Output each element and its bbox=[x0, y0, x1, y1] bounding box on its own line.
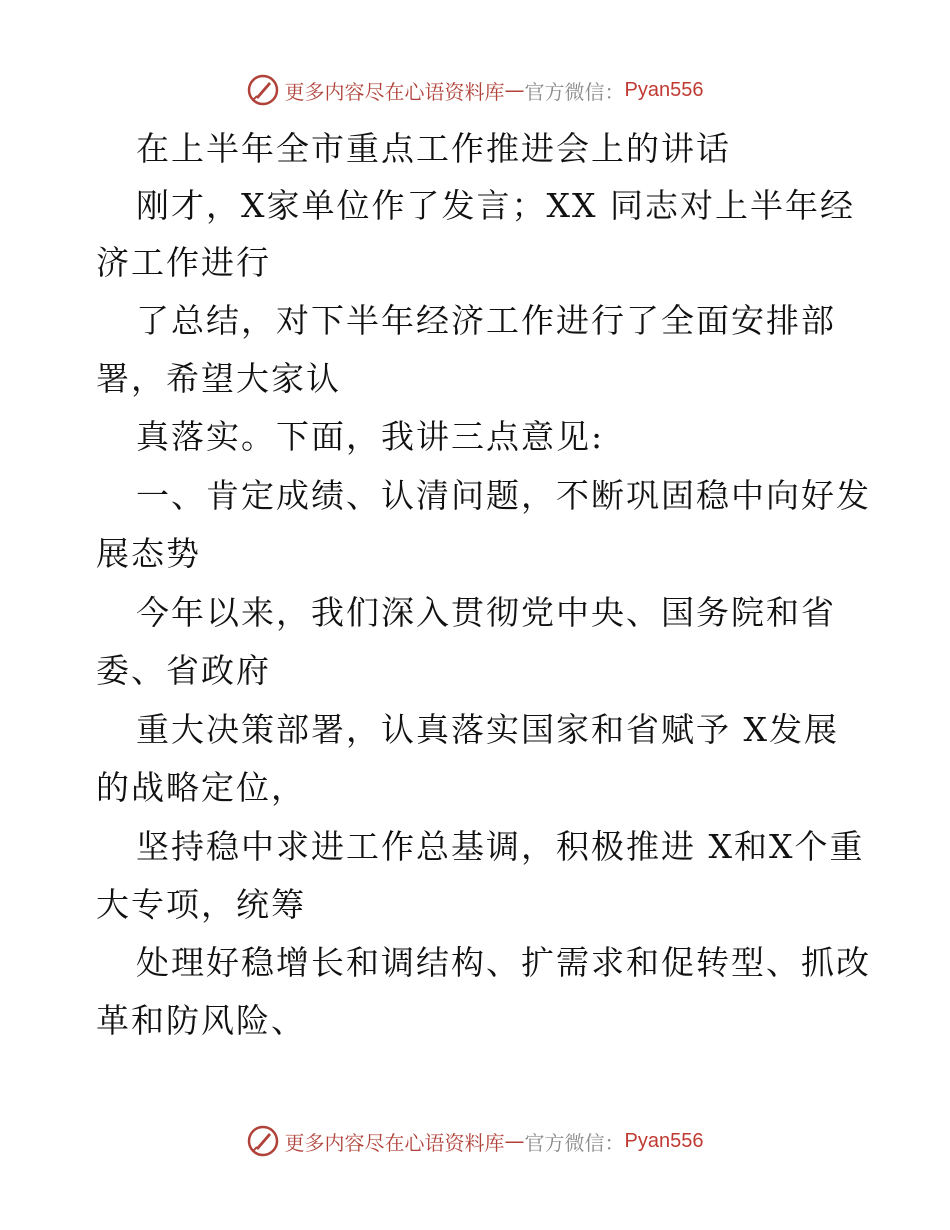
section-heading: 展态势 bbox=[96, 534, 201, 573]
watermark-wechat-id: Pyan556 bbox=[624, 78, 704, 101]
section-heading: 一、肯定成绩、认清问题，不断巩固稳中向好发 bbox=[136, 476, 871, 515]
paragraph-line: 大专项，统筹 bbox=[96, 885, 306, 924]
document-title: 在上半年全市重点工作推进会上的讲话 bbox=[136, 129, 731, 168]
watermark-footer bbox=[0, 1123, 950, 1159]
paragraph-line: 今年以来，我们深入贯彻党中央、国务院和省 bbox=[136, 593, 836, 632]
watermark-label: 官方微信： bbox=[524, 79, 625, 104]
paragraph-line: 坚持稳中求进工作总基调，积极推进 X和X个重 bbox=[136, 827, 865, 866]
paragraph-line: 处理好稳增长和调结构、扩需求和促转型、抓改 bbox=[136, 943, 871, 982]
paragraph-line: 革和防风险、 bbox=[96, 1001, 306, 1040]
paragraph-line: 署，希望大家认 bbox=[96, 359, 341, 398]
paragraph-line: 刚才，X家单位作了发言；XX 同志对上半年经 bbox=[136, 186, 855, 225]
watermark-label: 官方微信： bbox=[524, 1130, 625, 1155]
quill-logo-icon bbox=[247, 74, 279, 106]
paragraph-line: 真落实。下面，我讲三点意见: bbox=[136, 417, 605, 456]
watermark-dash: — bbox=[504, 1129, 525, 1153]
watermark-dash: — bbox=[504, 78, 525, 102]
watermark-text: 更多内容尽在心语资料库 bbox=[284, 79, 505, 104]
watermark-header bbox=[0, 72, 950, 108]
paragraph-line: 委、省政府 bbox=[96, 651, 271, 690]
paragraph-line: 重大决策部署，认真落实国家和省赋予 X发展 bbox=[136, 710, 839, 749]
quill-logo-icon bbox=[247, 1125, 279, 1157]
watermark-wechat-id: Pyan556 bbox=[624, 1129, 704, 1152]
paragraph-line: 济工作进行 bbox=[96, 243, 271, 282]
watermark-text: 更多内容尽在心语资料库 bbox=[284, 1130, 505, 1155]
paragraph-line: 的战略定位， bbox=[96, 768, 306, 807]
paragraph-line: 了总结，对下半年经济工作进行了全面安排部 bbox=[136, 301, 836, 340]
